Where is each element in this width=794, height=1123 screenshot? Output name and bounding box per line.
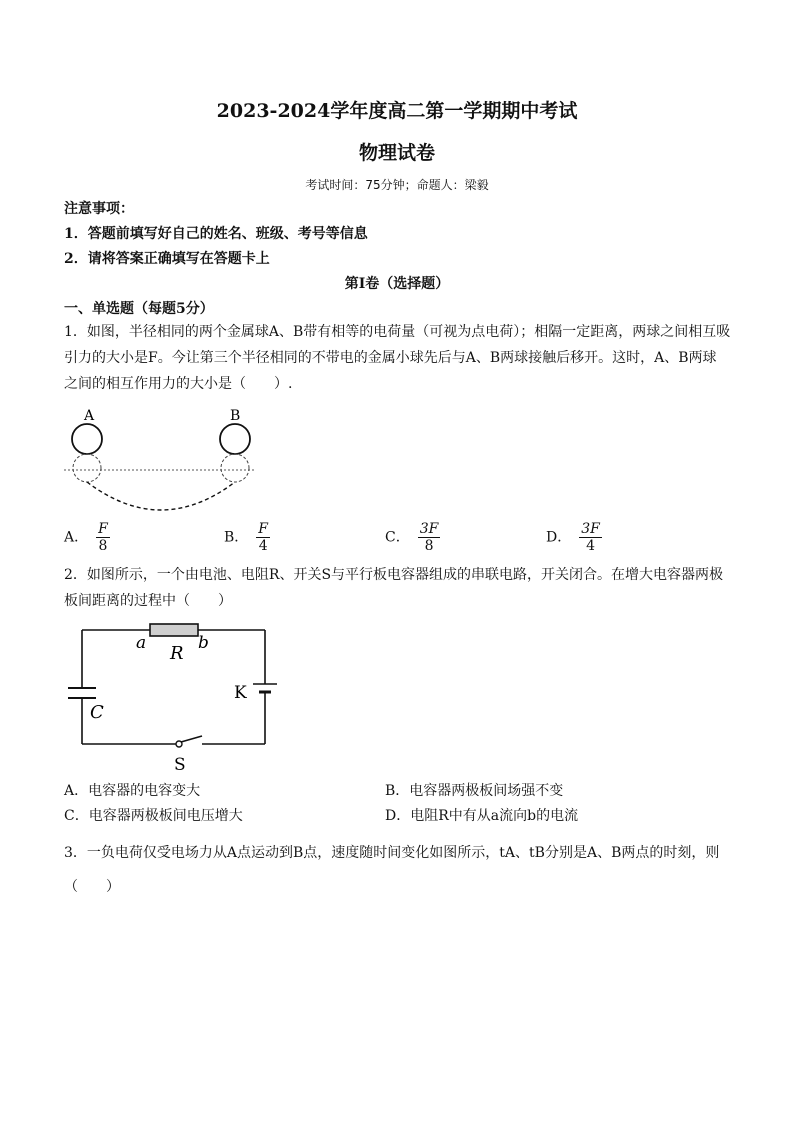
point-b-label: b: [198, 633, 209, 653]
question-2: [64, 562, 734, 614]
question-3-line-1: 3．一负电荷仅受电场力从A点运动到B点，速度随时间变化如图所示，tA、tB分别是A、B两点的时刻，则: [64, 845, 720, 861]
q1-option-d-fraction: $\frac{3F}{4}$: [581, 521, 600, 554]
sphere-a-ghost: [73, 454, 101, 482]
notice-item-2: 2．请将答案正确填写在答题卡上: [64, 251, 270, 267]
question-2-line-1: 2．如图所示，一个由电池、电阻R、开关S与平行板电容器组成的串联电路，开关闭合。在增大电容器两极: [64, 567, 724, 583]
notice-heading: 注意事项：: [64, 201, 134, 217]
point-a-label: a: [136, 633, 147, 653]
part-heading: 一、单选题（每题5分）: [64, 301, 214, 317]
capacitor-c-label: C: [90, 702, 104, 723]
sphere-a: [72, 424, 102, 454]
q1-option-b-fraction: $\frac{F}{4}$: [258, 521, 269, 554]
resistor-r-label: R: [170, 643, 184, 664]
sphere-b: [220, 424, 250, 454]
q1-option-d[interactable]: D． $\frac{3F}{4}$: [546, 521, 600, 554]
question-3: [64, 836, 734, 904]
question-2-circuit-figure: [60, 616, 280, 776]
exam-meta: 考试时间：75分钟；命题人：梁毅: [305, 178, 489, 192]
q1-option-a[interactable]: A． $\frac{F}{8}$: [64, 521, 108, 554]
q2-option-a[interactable]: A．电容器的电容变大: [64, 783, 201, 799]
notice-item-1: 1．答题前填写好自己的姓名、班级、考号等信息: [64, 226, 368, 242]
q2-option-c[interactable]: C．电容器两极板间电压增大: [64, 808, 243, 824]
battery-k-label: K: [234, 683, 247, 703]
switch-s: [181, 736, 202, 742]
question-2-line-2: 板间距离的过程中（ ）: [64, 593, 232, 609]
subject-title: 物理试卷: [358, 142, 435, 164]
question-1: [64, 319, 734, 397]
sphere-a-label: A: [84, 408, 95, 424]
sphere-b-label: B: [230, 408, 241, 424]
question-3-line-2: （ ）: [64, 879, 120, 895]
q1-option-c[interactable]: C． $\frac{3F}{8}$: [385, 521, 439, 554]
question-1-figure: [60, 398, 260, 520]
q2-option-d[interactable]: D．电阻R中有从a流向b的电流: [385, 808, 579, 824]
resistor-r: [150, 624, 198, 636]
question-1-line-1: 1．如图，半径相同的两个金属球A、B带有相等的电荷量（可视为点电荷）；相隔一定距离，两球之间相互吸: [64, 324, 731, 340]
q1-option-c-fraction: $\frac{3F}{8}$: [419, 521, 439, 554]
question-1-line-2: 引力的大小是F。今让第三个半径相同的不带电的金属小球先后与A、B两球接触后移开。这时，A、B两球: [64, 350, 717, 366]
q2-option-b[interactable]: B．电容器两极板间场强不变: [385, 783, 564, 799]
question-1-line-3: 之间的相互作用力的大小是（ ）.: [64, 376, 293, 392]
switch-s-label: S: [174, 755, 186, 775]
q1-option-b[interactable]: B． $\frac{F}{4}$: [224, 521, 269, 554]
sphere-b-ghost: [221, 454, 249, 482]
exam-title: 2023-2024学年度高二第一学期期中考试: [216, 100, 578, 122]
path-dotted-arc: [87, 482, 235, 510]
volume-heading: 第I卷（选择题）: [344, 276, 450, 292]
q1-option-a-fraction: $\frac{F}{8}$: [98, 521, 108, 554]
